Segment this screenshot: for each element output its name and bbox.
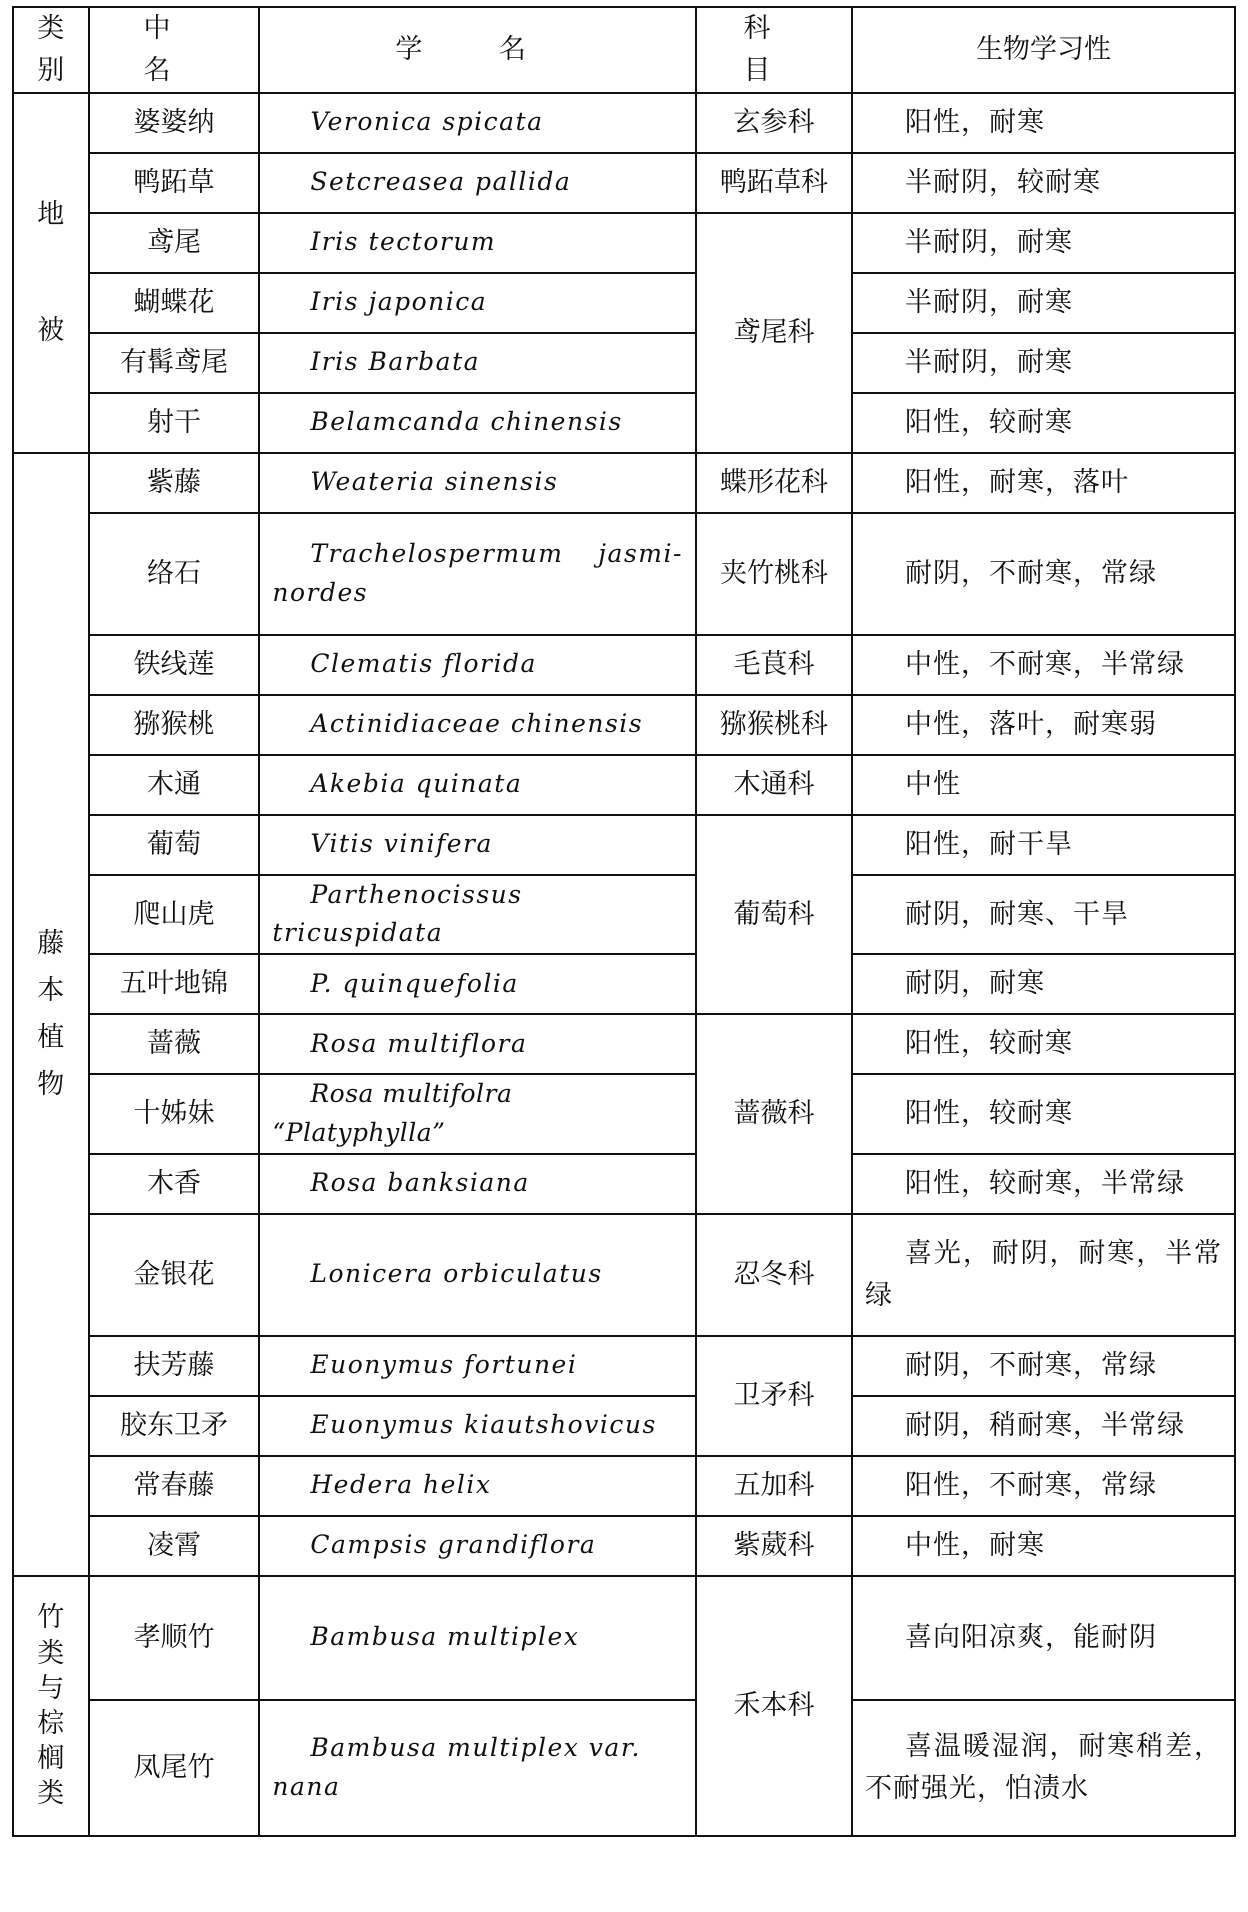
family-cell: 夹竹桃科 [696, 513, 852, 635]
habit-cell: 半耐阴，较耐寒 [852, 153, 1235, 213]
table-row [13, 695, 1235, 755]
table-row [13, 1700, 1235, 1836]
category-cell [13, 93, 89, 453]
family-cell: 五加科 [696, 1456, 852, 1516]
chinese-name-cell: 鸢尾 [89, 213, 260, 273]
habit-cell: 阳性，不耐寒，常绿 [852, 1456, 1235, 1516]
family-cell: 忍冬科 [696, 1214, 852, 1336]
chinese-name-cell: 紫藤 [89, 453, 260, 513]
scientific-name-cell: Rosa multifolra “Platyphylla” [259, 1074, 696, 1154]
table-header-row [13, 7, 1235, 93]
family-cell: 葡萄科 [696, 815, 852, 1015]
family-cell: 玄参科 [696, 93, 852, 153]
table-row [13, 1576, 1235, 1700]
scientific-name-cell: Parthenocissus tricuspidata [259, 875, 696, 955]
habit-cell: 喜温暖湿润，耐寒稍差，不耐强光，怕渍水 [852, 1700, 1235, 1836]
scientific-name-cell: Vitis vinifera [259, 815, 696, 875]
scientific-name-cell: Hedera helix [259, 1456, 696, 1516]
header-category: 类别 [13, 7, 89, 93]
scientific-name-cell: Weateria sinensis [259, 453, 696, 513]
chinese-name-cell: 木通 [89, 755, 260, 815]
family-cell: 毛茛科 [696, 635, 852, 695]
chinese-name-cell: 木香 [89, 1154, 260, 1214]
scientific-name-cell: Bambusa multiplex [259, 1576, 696, 1700]
chinese-name-cell: 十姊妹 [89, 1074, 260, 1154]
scientific-name-cell: Veronica spicata [259, 93, 696, 153]
table-row [13, 1014, 1235, 1074]
chinese-name-cell: 铁线莲 [89, 635, 260, 695]
habit-cell: 半耐阴，耐寒 [852, 273, 1235, 333]
chinese-name-cell: 孝顺竹 [89, 1576, 260, 1700]
scientific-name-cell: Belamcanda chinensis [259, 393, 696, 453]
scientific-name-cell: Lonicera orbiculatus [259, 1214, 696, 1336]
category-label: 竹类与棕榈类 [37, 1602, 65, 1809]
chinese-name-cell: 射干 [89, 393, 260, 453]
scientific-name-cell: Iris tectorum [259, 213, 696, 273]
family-cell: 猕猴桃科 [696, 695, 852, 755]
scientific-name-cell: Campsis grandiflora [259, 1516, 696, 1576]
scientific-name-cell: Euonymus fortunei [259, 1336, 696, 1396]
chinese-name-cell: 胶东卫矛 [89, 1396, 260, 1456]
habit-cell: 中性，落叶，耐寒弱 [852, 695, 1235, 755]
family-cell: 禾本科 [696, 1576, 852, 1836]
family-cell: 鸭跖草科 [696, 153, 852, 213]
table-row [13, 815, 1235, 875]
chinese-name-cell: 常春藤 [89, 1456, 260, 1516]
chinese-name-cell: 扶芳藤 [89, 1336, 260, 1396]
habit-cell: 耐阴，耐寒 [852, 954, 1235, 1014]
habit-cell: 中性，不耐寒，半常绿 [852, 635, 1235, 695]
habit-cell: 半耐阴，耐寒 [852, 213, 1235, 273]
scientific-name-cell: P. quinquefolia [259, 954, 696, 1014]
table-row [13, 1154, 1235, 1214]
chinese-name-cell: 五叶地锦 [89, 954, 260, 1014]
table-row [13, 1396, 1235, 1456]
table-row [13, 1074, 1235, 1154]
scientific-name-cell: Iris japonica [259, 273, 696, 333]
chinese-name-cell: 猕猴桃 [89, 695, 260, 755]
chinese-name-cell: 凤尾竹 [89, 1700, 260, 1836]
habit-cell: 阳性，较耐寒 [852, 1014, 1235, 1074]
scientific-name-cell: Trachelospermum jasmi-nordes [259, 513, 696, 635]
table-row [13, 1456, 1235, 1516]
habit-cell: 阳性，耐寒，落叶 [852, 453, 1235, 513]
table-row [13, 755, 1235, 815]
category-cell [13, 1576, 89, 1836]
table-row [13, 213, 1235, 273]
habit-cell: 阳性，较耐寒 [852, 393, 1235, 453]
scientific-name-cell: Actinidiaceae chinensis [259, 695, 696, 755]
table-row [13, 153, 1235, 213]
scientific-name-cell: Akebia quinata [259, 755, 696, 815]
scientific-name-cell: Rosa banksiana [259, 1154, 696, 1214]
habit-cell: 耐阴，不耐寒，常绿 [852, 513, 1235, 635]
header-habit: 生物学习性 [852, 7, 1235, 93]
table-row [13, 1336, 1235, 1396]
table-row [13, 333, 1235, 393]
table-row [13, 453, 1235, 513]
habit-cell: 耐阴，耐寒、干旱 [852, 875, 1235, 955]
chinese-name-cell: 络石 [89, 513, 260, 635]
chinese-name-cell: 葡萄 [89, 815, 260, 875]
table-row [13, 1516, 1235, 1576]
plant-species-table [12, 6, 1236, 1837]
scientific-name-cell: Bambusa multiplex var. nana [259, 1700, 696, 1836]
table-row [13, 954, 1235, 1014]
habit-cell: 阳性，耐干旱 [852, 815, 1235, 875]
habit-cell: 阳性，较耐寒 [852, 1074, 1235, 1154]
scientific-name-cell: Clematis florida [259, 635, 696, 695]
habit-cell: 半耐阴，耐寒 [852, 333, 1235, 393]
habit-cell: 中性 [852, 755, 1235, 815]
family-cell: 卫矛科 [696, 1336, 852, 1456]
table-row [13, 93, 1235, 153]
habit-cell: 阳性，较耐寒，半常绿 [852, 1154, 1235, 1214]
header-chinese-name: 中 名 [89, 7, 260, 93]
scientific-name-cell: Rosa multiflora [259, 1014, 696, 1074]
chinese-name-cell: 鸭跖草 [89, 153, 260, 213]
scientific-name-cell: Setcreasea pallida [259, 153, 696, 213]
header-scientific-name: 学 名 [259, 7, 696, 93]
chinese-name-cell: 蝴蝶花 [89, 273, 260, 333]
header-family: 科 目 [696, 7, 852, 93]
habit-cell: 耐阴，不耐寒，常绿 [852, 1336, 1235, 1396]
habit-cell: 耐阴，稍耐寒，半常绿 [852, 1396, 1235, 1456]
chinese-name-cell: 金银花 [89, 1214, 260, 1336]
habit-cell: 喜向阳凉爽，能耐阴 [852, 1576, 1235, 1700]
category-label: 地被 [37, 198, 65, 346]
family-cell: 蔷薇科 [696, 1014, 852, 1214]
table-row [13, 1214, 1235, 1336]
table-row [13, 875, 1235, 955]
family-cell: 鸢尾科 [696, 213, 852, 453]
family-cell: 蝶形花科 [696, 453, 852, 513]
category-label: 藤本植物 [37, 927, 65, 1101]
category-cell [13, 453, 89, 1576]
family-cell: 木通科 [696, 755, 852, 815]
scientific-name-cell: Iris Barbata [259, 333, 696, 393]
habit-cell: 喜光，耐阴，耐寒，半常绿 [852, 1214, 1235, 1336]
table-row [13, 635, 1235, 695]
chinese-name-cell: 蔷薇 [89, 1014, 260, 1074]
habit-cell: 阳性，耐寒 [852, 93, 1235, 153]
scientific-name-cell: Euonymus kiautshovicus [259, 1396, 696, 1456]
chinese-name-cell: 有髯鸢尾 [89, 333, 260, 393]
chinese-name-cell: 爬山虎 [89, 875, 260, 955]
chinese-name-cell: 凌霄 [89, 1516, 260, 1576]
chinese-name-cell: 婆婆纳 [89, 93, 260, 153]
table-row [13, 273, 1235, 333]
family-cell: 紫葳科 [696, 1516, 852, 1576]
table-row [13, 513, 1235, 635]
table-row [13, 393, 1235, 453]
habit-cell: 中性，耐寒 [852, 1516, 1235, 1576]
